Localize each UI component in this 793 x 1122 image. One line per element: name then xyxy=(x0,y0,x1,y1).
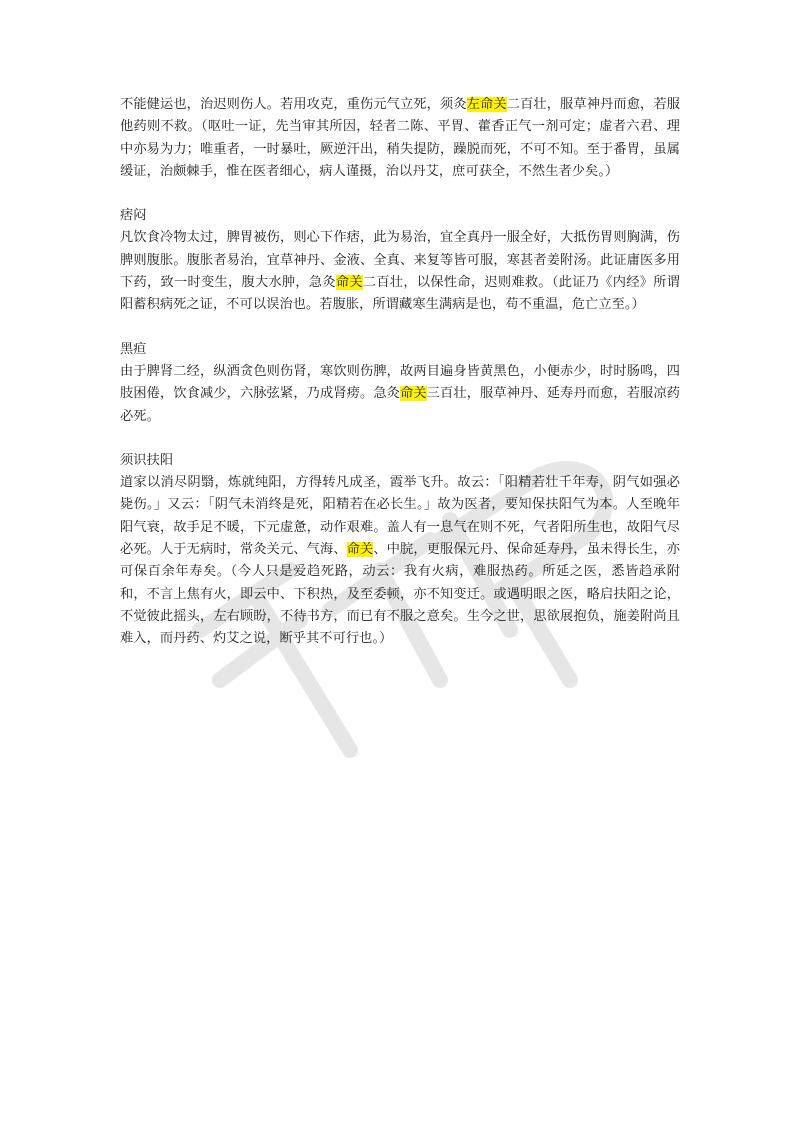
highlighted-term: 命关 xyxy=(400,386,427,402)
intro-paragraph xyxy=(120,94,680,183)
section-text-after: 三百壮，服草神丹、延寿丹而愈，若服凉药必死。 xyxy=(120,386,680,424)
section-heidan xyxy=(120,339,680,428)
section-text-before: 道家以消尽阴翳，炼就纯阳，方得转凡成圣，霞举飞升。故云：「阳精若壮千年寿，阴气如强必毙伤。」又云：「阴气未消终是死，阳精若在必长生。」故为医者，要知保扶阳气为本。人至晚年阳气衰，故手足不暖，下元虚惫，动作艰难。盖人有一息气在则不死，气者阳所生也，故阳气尽必死。人于无病时，常灸关元、气海、 xyxy=(120,475,680,558)
section-paragraph xyxy=(120,227,680,316)
section-paragraph xyxy=(120,472,680,650)
document-body xyxy=(120,94,680,651)
section-title: 须识扶阳 xyxy=(120,452,174,468)
intro-text-before: 不能健运也，治迟则伤人。若用攻克，重伤元气立死，须灸 xyxy=(120,97,467,112)
intro-text-after: 二百壮，服草神丹而愈，若服他药则不救。（呕吐一证，先当审其所因，轻者二陈、平胃、藿香正气一剂可定；虚者六君、理中亦易为力；唯重者，一时暴吐，厥逆汗出，稍失提防，躁脱而死，不可不知。至于番胃，虽属缓证，治颇棘手，惟在医者细心，病人谨摄，治以丹艾，庶可获全，不然生者少矣。） xyxy=(120,97,680,179)
section-text-before: 凡饮食冷物太过，脾胃被伤，则心下作痞，此为易治，宜全真丹一服全好，大抵伤胃则胸满，伤脾则腹胀。腹胀者易治，宜草神丹、金液、全真、来复等皆可服，寒甚者姜附汤。此证庸医多用下药，致一时变生，腹大水肿，急灸 xyxy=(120,230,680,291)
highlighted-term: 命关 xyxy=(335,275,363,291)
section-title: 黑疸 xyxy=(120,341,147,357)
highlighted-term: 左命关 xyxy=(466,97,507,112)
section-text-before: 由于脾肾二经，纵酒贪色则伤肾，寒饮则伤脾，故两目遍身皆黄黑色，小便赤少，时时肠鸣，四肢困倦，饮食减少，六脉弦紧，乃成肾痨。急灸 xyxy=(120,363,680,402)
section-title: 痞闷 xyxy=(120,208,147,224)
section-fuyang xyxy=(120,450,680,651)
section-text-after: 二百壮，以保性命，迟则难救。（此证乃《内经》所谓阳蓄积病死之证，不可以误治也。若腹胀，所谓藏寒生满病是也，苟不重温，危亡立至。） xyxy=(120,275,680,313)
section-text-after: 、中脘，更服保元丹、保命延寿丹，虽未得长生，亦可保百余年寿矣。（今人只是爱趋死路，动云：我有火病，难服热药。所延之医，悉皆趋承附和，不言上焦有火，即云中、下积热，及至委顿，亦不知变迁。或遇明眼之医，略启扶阳之论，不觉彼此摇头，左右顾盼，不待书方，而已有不服之意矣。生今之世，思欲展抱负，施姜附尚且难入，而丹药、灼艾之说，断乎其不可行也。） xyxy=(120,542,680,647)
section-pimen xyxy=(120,205,680,316)
highlighted-term: 命关 xyxy=(346,542,374,558)
section-paragraph xyxy=(120,361,680,428)
